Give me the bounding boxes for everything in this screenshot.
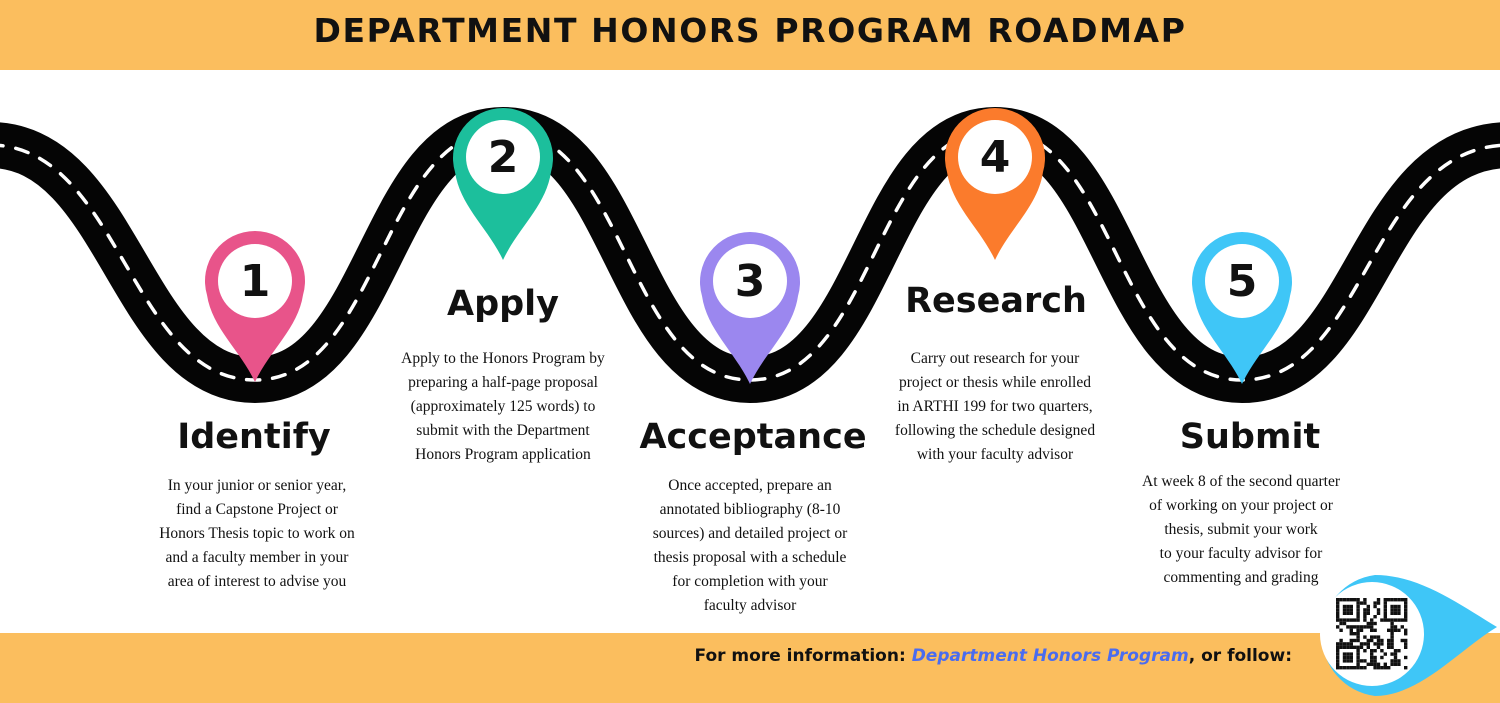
step-2-description [377,347,629,467]
footer-prefix: For more information: [694,646,912,666]
pin-1-number: 1 [239,256,271,307]
step-3-line: sources) and detailed project or [652,525,848,542]
step-1-line: find a Capstone Project or [176,501,338,518]
step-3-line: annotated bibliography (8-10 [659,501,841,518]
step-2-line: Apply to the Honors Program by [401,350,605,367]
step-5-line: to your faculty advisor for [1159,545,1323,562]
step-5-title: Submit [1179,417,1321,457]
footer-suffix: , or follow: [1188,646,1292,666]
footer-info [695,643,1292,669]
pin-5-number: 5 [1226,256,1258,307]
honors-program-link[interactable]: Department Honors Program [911,646,1189,666]
step-4-line: with your faculty advisor [916,446,1074,463]
step-1-description [137,474,377,594]
step-4-line: in ARTHI 199 for two quarters, [897,398,1093,415]
step-2-line: Honors Program application [415,446,591,463]
pin-4-icon [945,108,1045,260]
step-4-title: Research [905,281,1087,321]
qr-badge[interactable] [1320,575,1497,696]
step-1-title: Identify [177,417,331,457]
step-5-description [1121,470,1361,590]
step-3-title: Acceptance [639,417,867,457]
pin-2-number: 2 [487,132,519,183]
pin-3-number: 3 [734,256,766,307]
pin-4-number: 4 [979,132,1011,183]
step-3-line: faculty advisor [703,597,797,614]
step-1-line: and a faculty member in your [165,549,349,566]
step-4-line: following the schedule designed [894,422,1096,439]
step-2-line: preparing a half-page proposal [408,374,598,391]
step-3-line: for completion with your [672,573,828,590]
step-4-line: Carry out research for your [910,350,1080,367]
step-5-line: thesis, submit your work [1164,521,1318,538]
page-title: DEPARTMENT HONORS PROGRAM ROADMAP [313,11,1187,50]
step-1-line: In your junior or senior year, [167,477,347,494]
step-5-line: At week 8 of the second quarter [1142,473,1340,490]
step-2-line: submit with the Department [416,422,590,439]
step-1-line: area of interest to advise you [167,573,347,590]
pin-2-icon [453,108,553,260]
step-3-line: Once accepted, prepare an [668,477,832,494]
step-1-line: Honors Thesis topic to work on [159,525,355,542]
step-2-title: Apply [446,284,559,324]
step-4-line: project or thesis while enrolled [899,374,1091,391]
step-5-line: of working on your project or [1149,497,1333,514]
step-2-line: (approximately 125 words) to [410,398,596,415]
step-4-description [870,347,1120,467]
step-3-description [626,474,874,618]
step-5-line: commenting and grading [1163,569,1319,586]
step-3-line: thesis proposal with a schedule [653,549,847,566]
